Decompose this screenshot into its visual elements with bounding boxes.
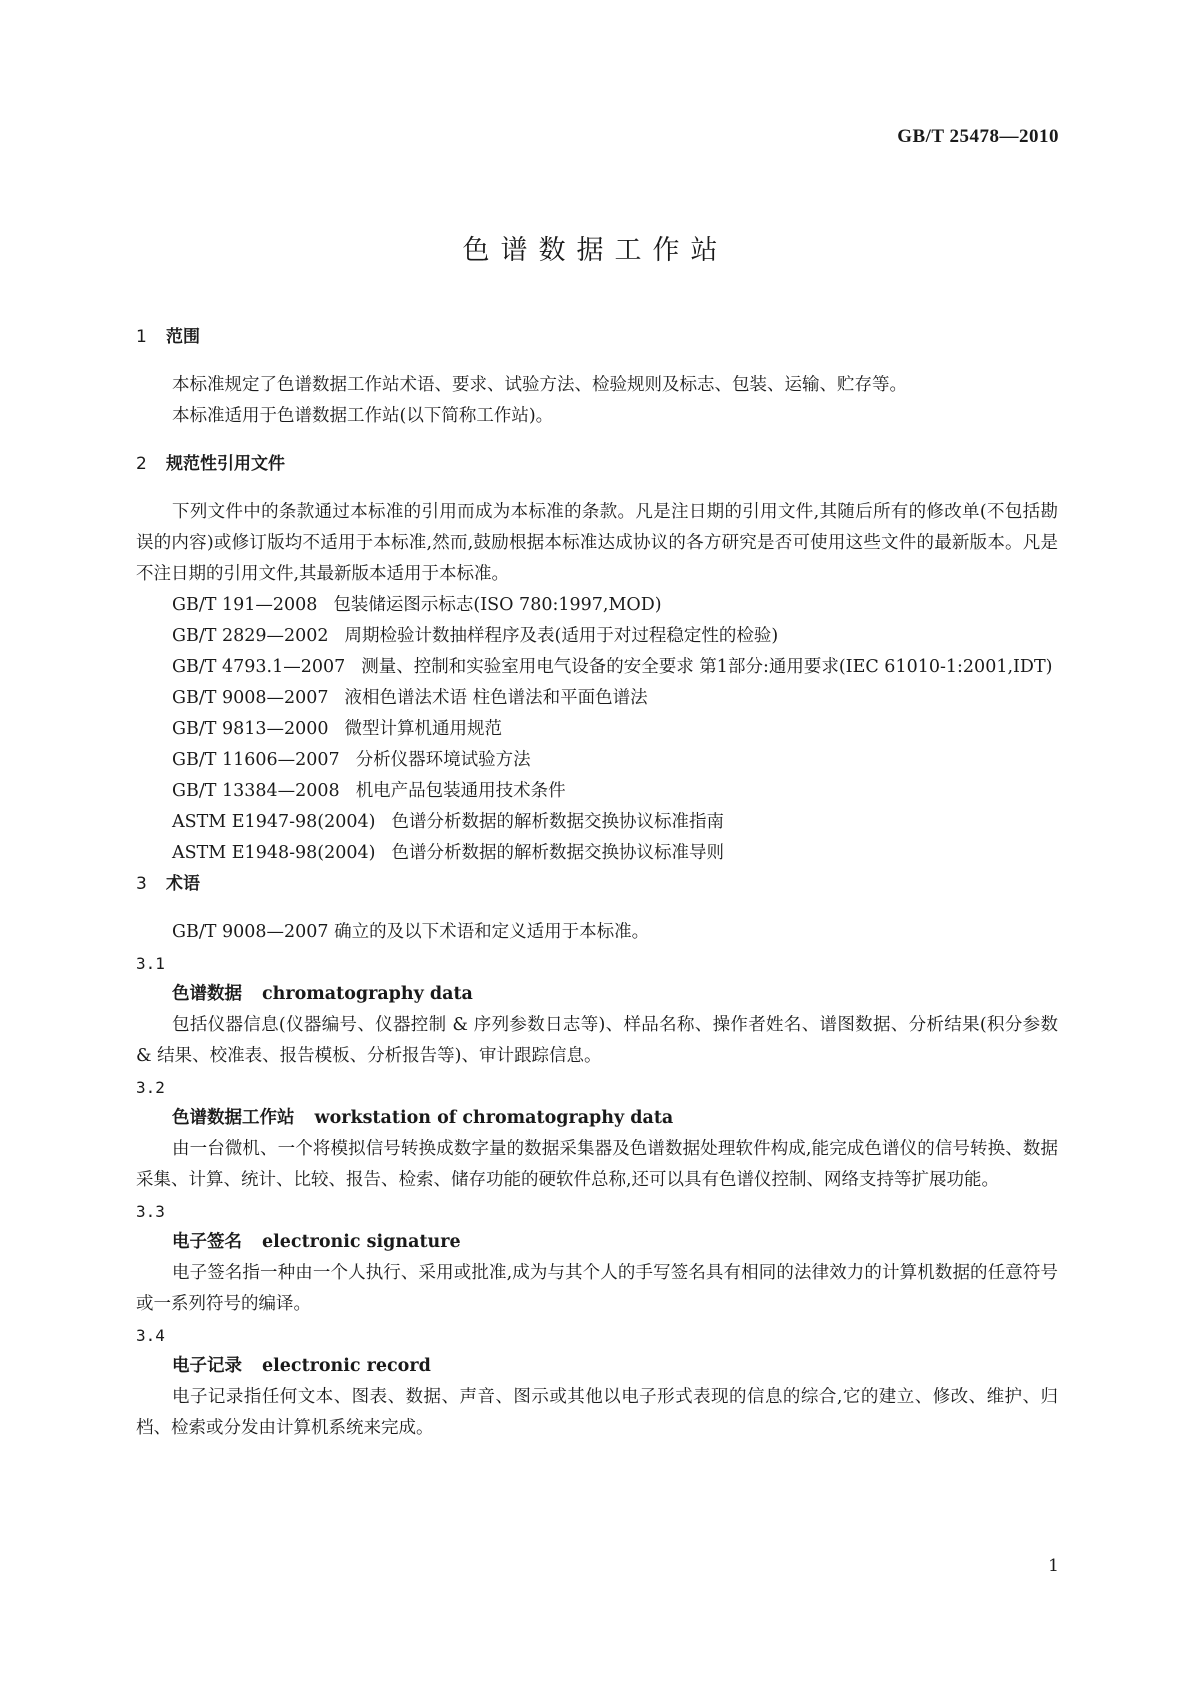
reference-code: GB/T 2829—2002	[172, 626, 329, 646]
section-1-heading	[136, 322, 1058, 353]
section-title: 规范性引用文件	[166, 454, 285, 474]
reference-title: 测量、控制和实验室用电气设备的安全要求 第1部分:通用要求(IEC 61010-1:2001,IDT)	[361, 657, 1053, 677]
section-title: 术语	[166, 874, 200, 894]
section-title: 范围	[166, 327, 200, 347]
reference-item	[136, 683, 1058, 714]
reference-code: GB/T 11606—2007	[172, 750, 340, 770]
term-number: 3.4	[136, 1326, 165, 1345]
reference-title: 包装储运图示标志(ISO 780:1997,MOD)	[333, 595, 662, 615]
reference-item	[136, 652, 1058, 683]
reference-item	[136, 590, 1058, 621]
reference-title: 周期检验计数抽样程序及表(适用于对过程稳定性的检验)	[344, 626, 779, 646]
section-number: 2	[136, 454, 147, 474]
reference-code: GB/T 191—2008	[172, 595, 318, 615]
reference-item	[136, 838, 1058, 869]
term-zh: 电子签名	[172, 1232, 242, 1252]
reference-item	[136, 745, 1058, 776]
term-number: 3.2	[136, 1078, 165, 1097]
term-en: workstation of chromatography data	[314, 1108, 674, 1128]
paragraph: GB/T 9008—2007 确立的及以下术语和定义适用于本标准。	[172, 922, 650, 942]
reference-item	[136, 807, 1058, 838]
page-number: 1	[1048, 1556, 1059, 1576]
reference-title: 机电产品包装通用技术条件	[355, 781, 566, 801]
section-number: 1	[136, 327, 147, 347]
paragraph: 下列文件中的条款通过本标准的引用而成为本标准的条款。凡是注日期的引用文件,其随后所有的修改单(不包括勘误的内容)或修订版均不适用于本标准,然而,鼓励根据本标准达成协议的各方研究是否可使用这些文件的最新版本。凡是不注日期的引用文件,其最新版本适用于本标准。	[136, 502, 1058, 584]
reference-title: 色谱分析数据的解析数据交换协议标准导则	[391, 843, 724, 863]
term-definition: 电子签名指一种由一个人执行、采用或批准,成为与其个人的手写签名具有相同的法律效力的计算机数据的任意符号或一系列符号的编译。	[136, 1263, 1058, 1314]
paragraph: 本标准规定了色谱数据工作站术语、要求、试验方法、检验规则及标志、包装、运输、贮存等。	[172, 375, 907, 395]
term-definition: 包括仪器信息(仪器编号、仪器控制 & 序列参数日志等)、样品名称、操作者姓名、谱图数据、分析结果(积分参数 & 结果、校准表、报告模板、分析报告等)、审计跟踪信息。	[136, 1015, 1058, 1066]
section-3-heading	[136, 869, 1058, 900]
reference-item	[136, 776, 1058, 807]
document-body	[136, 322, 1058, 1444]
term-heading	[136, 1227, 1058, 1258]
reference-code: GB/T 4793.1—2007	[172, 657, 346, 677]
term-zh: 色谱数据	[172, 984, 242, 1004]
reference-code: GB/T 9008—2007	[172, 688, 329, 708]
term-number: 3.3	[136, 1202, 165, 1221]
reference-item	[136, 714, 1058, 745]
reference-code: ASTM E1948-98(2004)	[172, 843, 376, 863]
reference-title: 微型计算机通用规范	[344, 719, 503, 739]
term-definition: 由一台微机、一个将模拟信号转换成数字量的数据采集器及色谱数据处理软件构成,能完成色谱仪的信号转换、数据采集、计算、统计、比较、报告、检索、储存功能的硬软件总称,还可以具有色谱仪控制、网络支持等扩展功能。	[136, 1139, 1058, 1190]
term-en: electronic signature	[262, 1232, 461, 1252]
term-zh: 电子记录	[172, 1356, 242, 1376]
term-zh: 色谱数据工作站	[172, 1108, 295, 1128]
reference-code: GB/T 9813—2000	[172, 719, 329, 739]
reference-title: 色谱分析数据的解析数据交换协议标准指南	[391, 812, 724, 832]
term-definition: 电子记录指任何文本、图表、数据、声音、图示或其他以电子形式表现的信息的综合,它的建立、修改、维护、归档、检索或分发由计算机系统来完成。	[136, 1387, 1058, 1438]
term-heading	[136, 1351, 1058, 1382]
reference-title: 液相色谱法术语 柱色谱法和平面色谱法	[344, 688, 648, 708]
term-heading	[136, 979, 1058, 1010]
section-number: 3	[136, 874, 147, 894]
term-number: 3.1	[136, 954, 165, 973]
reference-item	[136, 621, 1058, 652]
term-en: electronic record	[262, 1356, 431, 1376]
standard-number: GB/T 25478—2010	[897, 126, 1059, 147]
term-heading	[136, 1103, 1058, 1134]
reference-code: ASTM E1947-98(2004)	[172, 812, 376, 832]
reference-title: 分析仪器环境试验方法	[355, 750, 531, 770]
section-2-heading	[136, 449, 1058, 480]
paragraph: 本标准适用于色谱数据工作站(以下简称工作站)。	[172, 406, 554, 426]
page-title: 色谱数据工作站	[462, 235, 729, 266]
reference-code: GB/T 13384—2008	[172, 781, 340, 801]
term-en: chromatography data	[262, 984, 473, 1004]
